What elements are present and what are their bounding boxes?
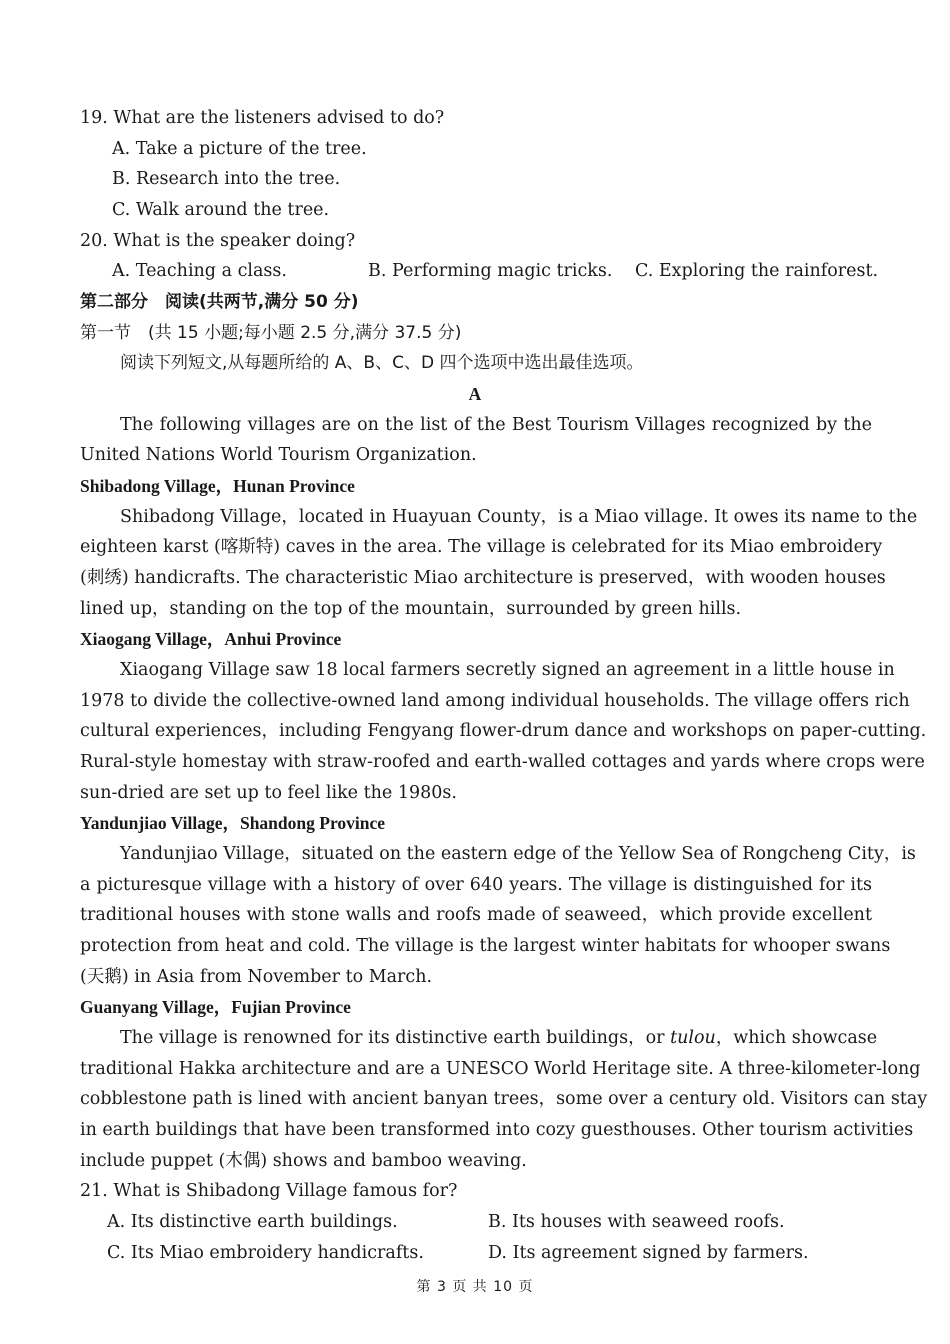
village-3-line-5: (天鹅) in Asia from November to March. <box>80 967 433 987</box>
village-4-line-1 <box>80 1023 878 1054</box>
village-2-line-2: 1978 to divide the collective-owned land among individual households. The village offers rich <box>80 691 910 711</box>
q21-option-c: C. Its Miao embroidery handicrafts. <box>107 1243 424 1263</box>
village-1-title: Shibadong Village，Hunan Province <box>80 476 355 496</box>
village-4-line-2: traditional Hakka architecture and are a UNESCO World Heritage site. A three-kilometer-long <box>80 1059 921 1079</box>
village-2-line-3: cultural experiences，including Fengyang flower-drum dance and workshops on paper-cutting. <box>80 721 927 741</box>
intro-line-2: United Nations World Tourism Organization. <box>80 445 477 465</box>
village-4-line-1c: ，which showcase <box>715 1028 878 1048</box>
village-4-line-4: in earth buildings that have been transformed into cozy guesthouses. Other tourism activities <box>80 1120 914 1140</box>
q20-option-a: A. Teaching a class. <box>112 261 287 281</box>
part2-section1: 第一节 (共 15 小题;每小题 2.5 分,满分 37.5 分) <box>80 323 462 343</box>
village-3-line-4: protection from heat and cold. The village is the largest winter habitats for whooper swans <box>80 936 891 956</box>
q20-stem: 20. What is the speaker doing? <box>80 231 356 251</box>
village-1-line-1: Shibadong Village，located in Huayuan County，is a Miao village. It owes its name to the <box>120 507 918 527</box>
q19-option-b: B. Research into the tree. <box>112 169 341 189</box>
village-4-title: Guanyang Village，Fujian Province <box>80 997 351 1017</box>
part2-instruction: 阅读下列短文,从每题所给的 A、B、C、D 四个选项中选出最佳选项。 <box>120 353 644 373</box>
q21-option-a: A. Its distinctive earth buildings. <box>107 1212 398 1232</box>
village-1-line-2: eighteen karst (喀斯特) caves in the area. The village is celebrated for its Miao embroidery <box>80 537 883 557</box>
intro-line-1: The following villages are on the list of the Best Tourism Villages recognized by the <box>120 415 872 435</box>
passage-label: A <box>468 384 482 404</box>
part2-title: 第二部分 阅读(共两节,满分 50 分) <box>80 292 359 312</box>
q20-option-c: C. Exploring the rainforest. <box>635 261 879 281</box>
village-1-line-4: lined up，standing on the top of the mountain，surrounded by green hills. <box>80 599 742 619</box>
q21-option-b: B. Its houses with seaweed roofs. <box>488 1212 785 1232</box>
q19-option-c: C. Walk around the tree. <box>112 200 330 220</box>
village-1-line-3: (刺绣) handicrafts. The characteristic Miao architecture is preserved，with wooden houses <box>80 568 886 588</box>
page-footer: 第 3 页 共 10 页 <box>416 1279 534 1295</box>
q20-option-b: B. Performing magic tricks. <box>368 261 613 281</box>
village-2-title: Xiaogang Village，Anhui Province <box>80 629 342 649</box>
village-3-line-3: traditional houses with stone walls and roofs made of seaweed，which provide excellent <box>80 905 872 925</box>
village-2-line-5: sun-dried are set up to feel like the 1980s. <box>80 783 457 803</box>
q21-stem: 21. What is Shibadong Village famous for? <box>80 1181 458 1201</box>
village-4-line-3: cobblestone path is lined with ancient banyan trees，some over a century old. Visitors can stay <box>80 1089 928 1109</box>
village-2-line-4: Rural-style homestay with straw-roofed and earth-walled cottages and yards where crops were <box>80 752 925 772</box>
q19-option-a: A. Take a picture of the tree. <box>112 139 367 159</box>
tulou-term: tulou <box>670 1028 716 1048</box>
village-3-title: Yandunjiao Village，Shandong Province <box>80 813 386 833</box>
village-4-line-1a: The village is renowned for its distinctive earth buildings，or <box>120 1028 665 1048</box>
q19-stem: 19. What are the listeners advised to do? <box>80 108 445 128</box>
q21-option-d: D. Its agreement signed by farmers. <box>488 1243 809 1263</box>
village-3-line-1: Yandunjiao Village，situated on the eastern edge of the Yellow Sea of Rongcheng City，is <box>120 844 916 864</box>
village-2-line-1: Xiaogang Village saw 18 local farmers secretly signed an agreement in a little house in <box>120 660 895 680</box>
village-3-line-2: a picturesque village with a history of over 640 years. The village is distinguished for its <box>80 875 872 895</box>
village-4-line-5: include puppet (木偶) shows and bamboo weaving. <box>80 1151 527 1171</box>
